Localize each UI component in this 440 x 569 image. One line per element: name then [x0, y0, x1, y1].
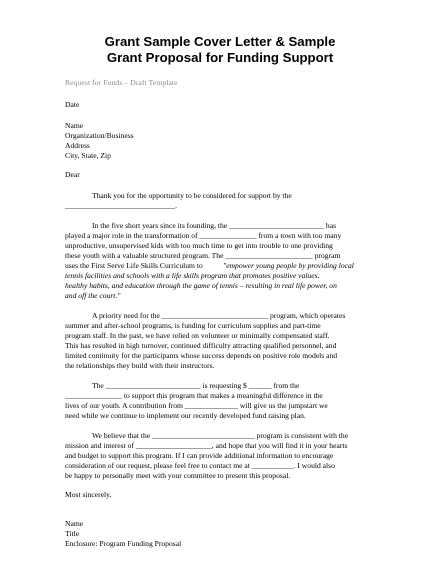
document-subtitle: Request for Funds – Draft Template: [65, 78, 178, 87]
paragraph-5-line: consideration of our request, please feel free to contact me at ___________. I would also: [65, 461, 335, 470]
salutation: Dear: [65, 170, 80, 179]
paragraph-2-line: uses the First Serve Life Skills Curriculum to: [65, 261, 203, 270]
curriculum-quote: and off the court.": [65, 291, 121, 300]
closing: Most sincerely,: [65, 490, 112, 499]
paragraph-4-line: _______________ to support this program that makes a meaningful difference in the: [65, 391, 323, 400]
recipient-organization: Organization/Business: [65, 131, 134, 140]
paragraph-2-line: these youth with a valuable structured program. The _______________________ program: [65, 251, 341, 260]
date-line: Date: [65, 100, 80, 109]
curriculum-quote: tennis facilities and schools with a life skills program that promotes positive values,: [65, 271, 320, 280]
paragraph-2-line: unproductive, unsupervised kids with too much time to get into trouble to one providing: [65, 241, 333, 250]
paragraph-3-line: the relationships they build with their instructors.: [65, 361, 215, 370]
paragraph-4-line: lives of our youth. A contribution from ______________ will give us the jumpstart we: [65, 401, 328, 410]
paragraph-5-line: be happy to personally meet with your committee to present this proposal.: [65, 471, 291, 480]
paragraph-4-line: need while we continue to implement our recently developed fund raising plan.: [65, 411, 306, 420]
recipient-city-state-zip: City, State, Zip: [65, 151, 111, 160]
paragraph-5-line: and budget to support this program. If I can provide additional information to encourage: [65, 451, 334, 460]
signature-title: Title: [65, 529, 80, 538]
enclosure-line: Enclosure: Program Funding Proposal: [65, 539, 182, 548]
signature-name: Name: [65, 519, 84, 528]
paragraph-3-line: program staff. In the past, we have relied on volunteer or minimally compensated staff.: [65, 331, 330, 340]
paragraph-4-line: The _________________________ is requesting $ ______ from the: [92, 381, 300, 390]
document-title-line-1: Grant Sample Cover Letter & Sample: [104, 34, 336, 49]
recipient-name: Name: [65, 121, 84, 130]
paragraph-1-line: Thank you for the opportunity to be considered for support by the: [92, 191, 292, 200]
paragraph-2-line: played a major role in the transformation of _______________ from a town with too many: [65, 231, 342, 240]
paragraph-3-line: This has resulted in high turnover, continued difficulty attracting qualified personnel, and: [65, 341, 337, 350]
paragraph-3-line: A priority need for the ____________________________ program, which operates: [92, 311, 346, 320]
paragraph-3-line: limited continuity for the participants whose success depends on positive role models and: [65, 351, 338, 360]
paragraph-2-line: In the five short years since its founding, the _________________________ has: [92, 221, 337, 230]
paragraph-1-line: _____________________________.: [65, 201, 178, 210]
recipient-address: Address: [65, 141, 90, 150]
curriculum-quote: healthy habits, and education through the game of tennis – resulting in real life power, on: [65, 281, 337, 290]
paragraph-5-line: We believe that the ___________________________ program is consistent with the: [92, 431, 349, 440]
curriculum-quote: "empower young people by providing local: [223, 261, 354, 270]
paragraph-5-line: mission and interest of ____________________, and hope that you will find it in your hearts: [65, 441, 348, 450]
document-title-line-2: Grant Proposal for Funding Support: [106, 50, 334, 65]
paragraph-3-line: summer and after-school programs, is funding for curriculum supplies and part-time: [65, 321, 321, 330]
